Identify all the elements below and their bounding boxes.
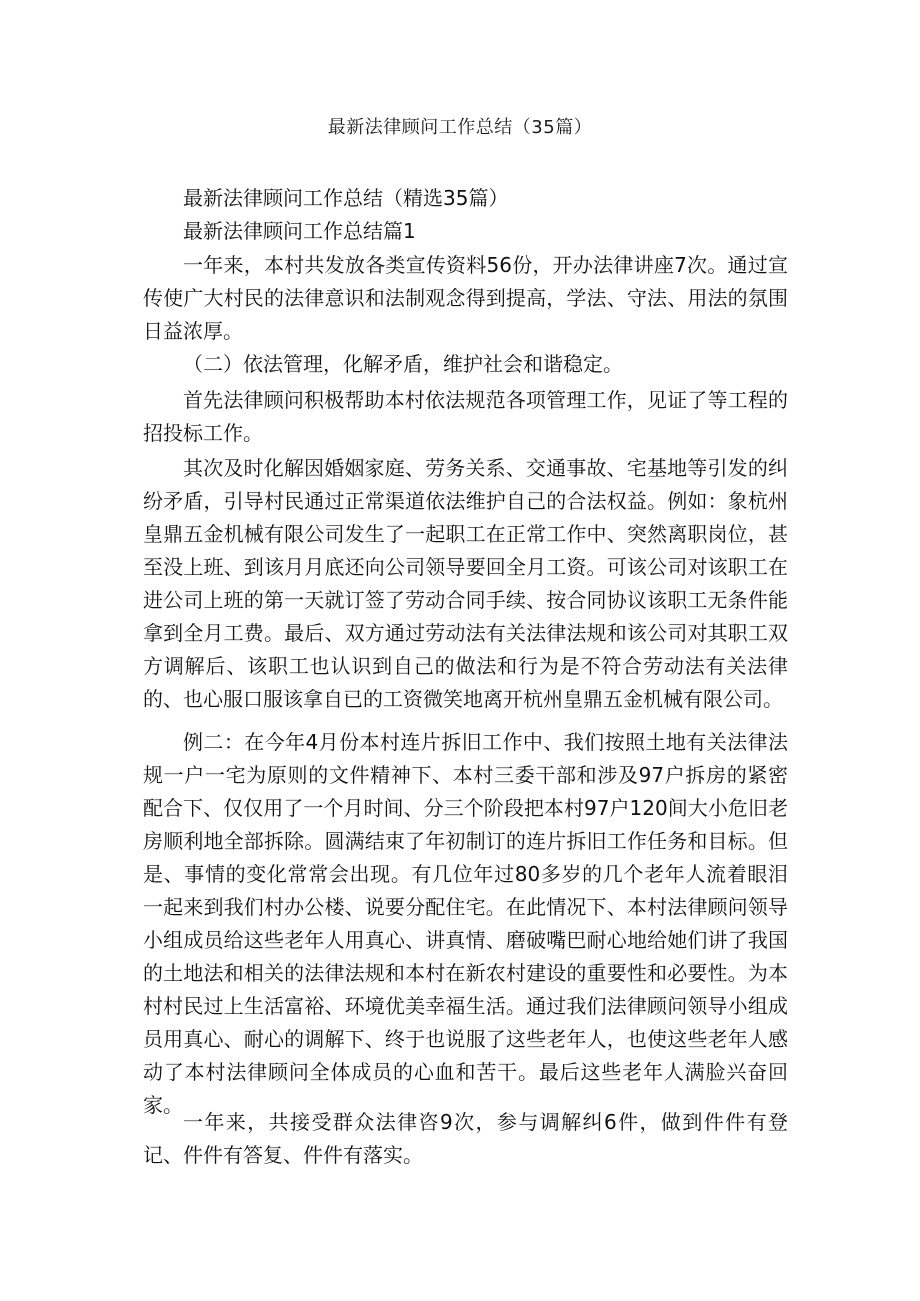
paragraph-bidding: 首先法律顾问积极帮助本村依法规范各项管理工作，见证了等工程的招投标工作。 [143,388,788,445]
document-title: 最新法律顾问工作总结（35篇） [327,117,593,138]
paragraph-consultation-summary: 一年来，共接受群众法律咨9次，参与调解纠6件，做到件件有登记、件件有答复、件件有落实。 [143,1110,788,1167]
document-subtitle: 最新法律顾问工作总结（精选35篇） [183,186,509,210]
paragraph-heading-lawful-management: （二）依法管理，化解矛盾，维护社会和谐稳定。 [183,352,623,376]
paragraph-dispute-example-1: 其次及时化解因婚姻家庭、劳务关系、交通事故、宅基地等引发的纠纷矛盾，引导村民通过正常渠道依法维护自己的合法权益。例如：象杭州皇鼎五金机械有限公司发生了一起职工在正常工作中、突然离职岗位，甚至没上班、到该月月底还向公司领导要回全月工资。可该公司对该职工在进公司上班的第一天就订签了劳动合同手续、按合同协议该职工无条件能拿到全月工费。最后、双方通过劳动法有关法律法规和该公司对其职工双方调解后、该职工也认识到自己的做法和行为是不符合劳动法有关法律的、也心服口服该拿自已的工资微笑地离开杭州皇鼎五金机械有限公司。 [143,456,788,711]
section-heading: 最新法律顾问工作总结篇1 [183,219,416,243]
paragraph-publicity: 一年来，本村共发放各类宣传资料56份，开办法律讲座7次。通过宣传使广大村民的法律意识和法制观念得到提高，学法、守法、用法的氛围日益浓厚。 [143,253,788,343]
paragraph-dispute-example-2: 例二：在今年4月份本村连片拆旧工作中、我们按照土地有关法律法规一户一宅为原则的文件精神下、本村三委干部和涉及97户拆房的紧密配合下、仅仅用了一个月时间、分三个阶段把本村97户120间大小危旧老房顺利地全部拆除。圆满结束了年初制订的连片拆旧工作任务和目标。但是、事情的变化常常会出现。有几位年过80多岁的几个老年人流着眼泪一起来到我们村办公楼、说要分配住宅。在此情况下、本村法律顾问领导小组成员给这些老年人用真心、讲真情、磨破嘴巴耐心地给她们讲了我国的土地法和相关的法律法规和本村在新农村建设的重要性和必要性。为本村村民过上生活富裕、环境优美幸福生活。通过我们法律顾问领导小组成员用真心、耐心的调解下、终于也说服了这些老年人，也使这些老年人感动了本村法律顾问全体成员的心血和苦干。最后这些老年人满脸兴奋回家。 [143,730,788,1117]
